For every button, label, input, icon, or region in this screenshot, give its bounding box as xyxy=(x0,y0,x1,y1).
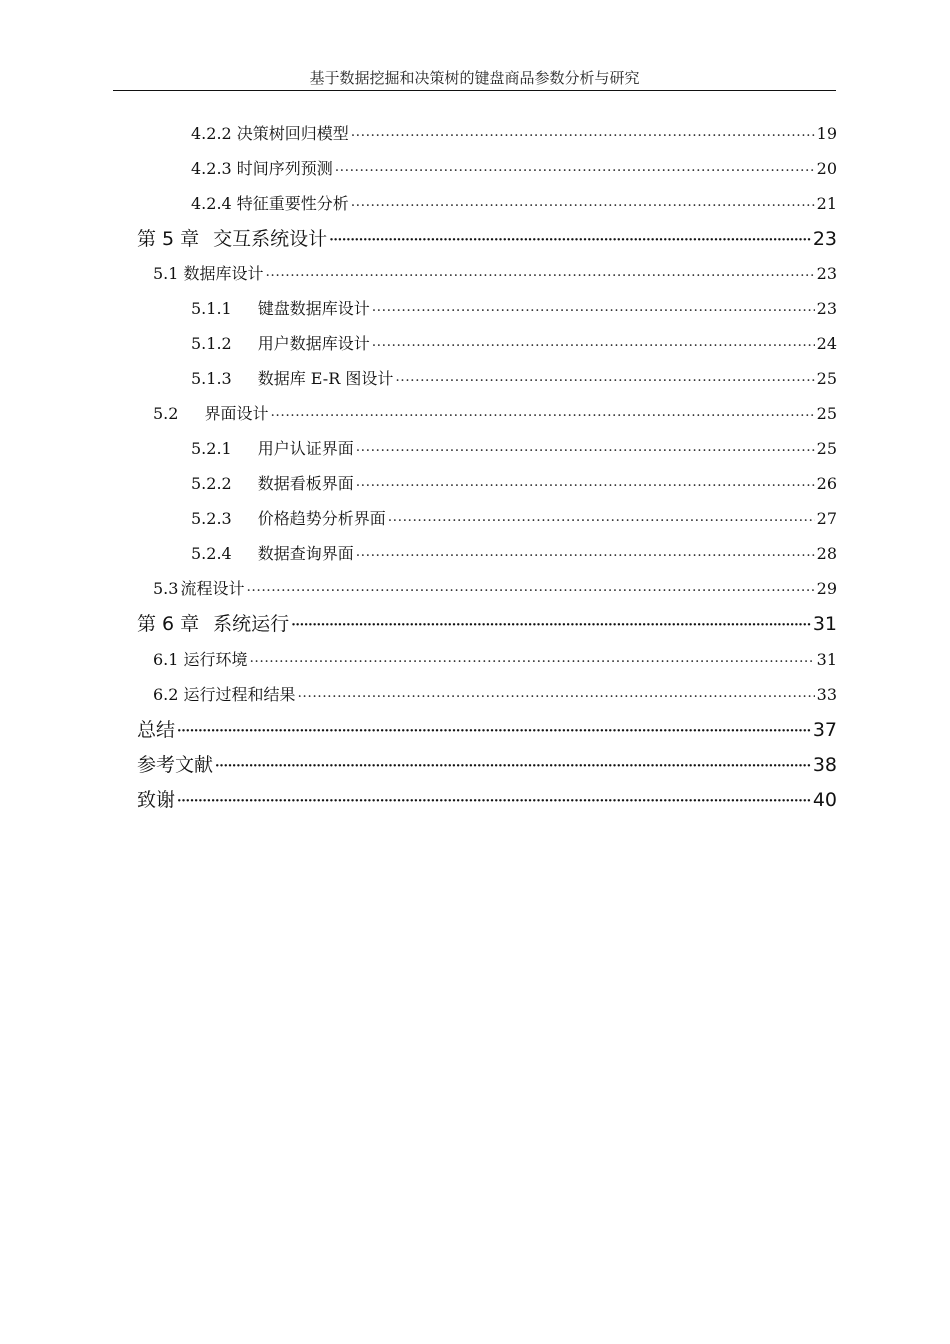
page-header xyxy=(113,68,836,91)
toc-chapter-entry[interactable] xyxy=(137,223,837,251)
toc-entry-number: 6.2 xyxy=(153,685,179,704)
toc-entry[interactable] xyxy=(191,153,837,181)
toc-entry-number: 5.1 xyxy=(153,264,179,283)
toc-entry[interactable] xyxy=(191,538,837,566)
dot-leader xyxy=(297,683,814,707)
dot-leader xyxy=(329,227,811,251)
toc-entry-page: 23 xyxy=(812,228,837,250)
toc-entry[interactable] xyxy=(191,328,837,356)
toc-entry-page: 29 xyxy=(816,579,837,598)
toc-chapter-entry[interactable] xyxy=(137,608,837,636)
toc-entry[interactable] xyxy=(191,188,837,216)
toc-entry[interactable] xyxy=(191,468,837,496)
toc-entry-number: 6.1 xyxy=(153,650,179,669)
toc-entry-page: 21 xyxy=(816,194,837,213)
toc-entry-title: 特征重要性分析 xyxy=(236,194,349,213)
toc-entry-page: 20 xyxy=(816,159,837,178)
toc-chapter-entry[interactable] xyxy=(137,749,837,777)
toc-entry-title: 键盘数据库设计 xyxy=(257,299,370,318)
toc-entry-page: 25 xyxy=(816,369,837,388)
toc-entry-number: 4.2.2 xyxy=(191,124,232,143)
dot-leader xyxy=(356,437,815,461)
toc-entry-number: 5.2.1 xyxy=(191,439,232,458)
toc-entry-title: 数据查询界面 xyxy=(257,544,354,563)
header-title: 基于数据挖掘和决策树的键盘商品参数分析与研究 xyxy=(309,69,640,87)
toc-entry-title: 总结 xyxy=(137,719,176,741)
toc-entry-number: 第 5 章 xyxy=(137,228,200,250)
toc-entry[interactable] xyxy=(153,398,837,426)
toc-entry-page: 28 xyxy=(816,544,837,563)
toc-chapter-entry[interactable] xyxy=(137,714,837,742)
toc-entry-page: 31 xyxy=(812,613,837,635)
toc-entry-number: 5.2 xyxy=(153,404,179,423)
toc-entry-title: 数据库设计 xyxy=(183,264,264,283)
toc-entry-page: 25 xyxy=(816,404,837,423)
toc-entry-page: 19 xyxy=(816,124,837,143)
toc-entry-title: 运行环境 xyxy=(183,650,248,669)
toc-entry-title: 系统运行 xyxy=(213,613,290,635)
toc-entry-title: 时间序列预测 xyxy=(236,159,333,178)
dot-leader xyxy=(335,157,815,181)
toc-entry-page: 31 xyxy=(816,650,837,669)
toc-entry-title: 交互系统设计 xyxy=(213,228,328,250)
dot-leader xyxy=(388,507,815,531)
toc-entry-number: 5.1.2 xyxy=(191,334,232,353)
toc-entry-page: 27 xyxy=(816,509,837,528)
toc-entry-number: 第 6 章 xyxy=(137,613,200,635)
toc-entry-title: 参考文献 xyxy=(137,754,214,776)
dot-leader xyxy=(177,788,811,812)
toc-entry-title: 流程设计 xyxy=(180,579,245,598)
dot-leader xyxy=(372,332,815,356)
toc-entry[interactable] xyxy=(153,258,837,286)
toc-entry-number: 5.3 xyxy=(153,579,179,598)
toc-entry-title: 决策树回归模型 xyxy=(236,124,349,143)
toc-entry-page: 37 xyxy=(812,719,837,741)
dot-leader xyxy=(351,192,815,216)
dot-leader xyxy=(356,472,815,496)
toc-entry-title: 数据库 E-R 图设计 xyxy=(257,369,394,388)
toc-entry[interactable] xyxy=(153,644,837,672)
toc-entry-title: 运行过程和结果 xyxy=(183,685,296,704)
toc-entry[interactable] xyxy=(191,118,837,146)
dot-leader xyxy=(246,577,814,601)
dot-leader xyxy=(215,753,811,777)
dot-leader xyxy=(356,542,815,566)
toc-entry[interactable] xyxy=(191,363,837,391)
toc-entry-number: 5.2.4 xyxy=(191,544,232,563)
toc-entry-page: 23 xyxy=(816,264,837,283)
dot-leader xyxy=(291,612,811,636)
toc-entry-page: 33 xyxy=(816,685,837,704)
toc-entry-number: 5.1.3 xyxy=(191,369,232,388)
toc-entry-number: 5.1.1 xyxy=(191,299,232,318)
toc-entry[interactable] xyxy=(191,433,837,461)
toc-entry-title: 用户数据库设计 xyxy=(257,334,370,353)
toc-entry-number: 4.2.4 xyxy=(191,194,232,213)
toc-entry-number: 4.2.3 xyxy=(191,159,232,178)
dot-leader xyxy=(395,367,814,391)
toc-entry-title: 价格趋势分析界面 xyxy=(257,509,386,528)
dot-leader xyxy=(265,262,814,286)
toc-entry-title: 用户认证界面 xyxy=(257,439,354,458)
toc-chapter-entry[interactable] xyxy=(137,784,837,812)
toc-entry-title: 界面设计 xyxy=(204,404,269,423)
toc-entry-page: 24 xyxy=(816,334,837,353)
toc-entry[interactable] xyxy=(191,293,837,321)
toc-entry[interactable] xyxy=(153,573,837,601)
toc-entry-title: 致谢 xyxy=(137,789,176,811)
toc-entry-page: 23 xyxy=(816,299,837,318)
toc-entry-title: 数据看板界面 xyxy=(257,474,354,493)
toc-entry[interactable] xyxy=(153,679,837,707)
toc-entry[interactable] xyxy=(191,503,837,531)
toc-entry-number: 5.2.2 xyxy=(191,474,232,493)
dot-leader xyxy=(351,122,815,146)
toc-entry-page: 38 xyxy=(812,754,837,776)
dot-leader xyxy=(177,718,811,742)
dot-leader xyxy=(372,297,815,321)
toc-entry-page: 25 xyxy=(816,439,837,458)
toc-entry-number: 5.2.3 xyxy=(191,509,232,528)
dot-leader xyxy=(249,648,814,672)
toc-entry-page: 40 xyxy=(812,789,837,811)
toc-entry-page: 26 xyxy=(816,474,837,493)
dot-leader xyxy=(270,402,814,426)
